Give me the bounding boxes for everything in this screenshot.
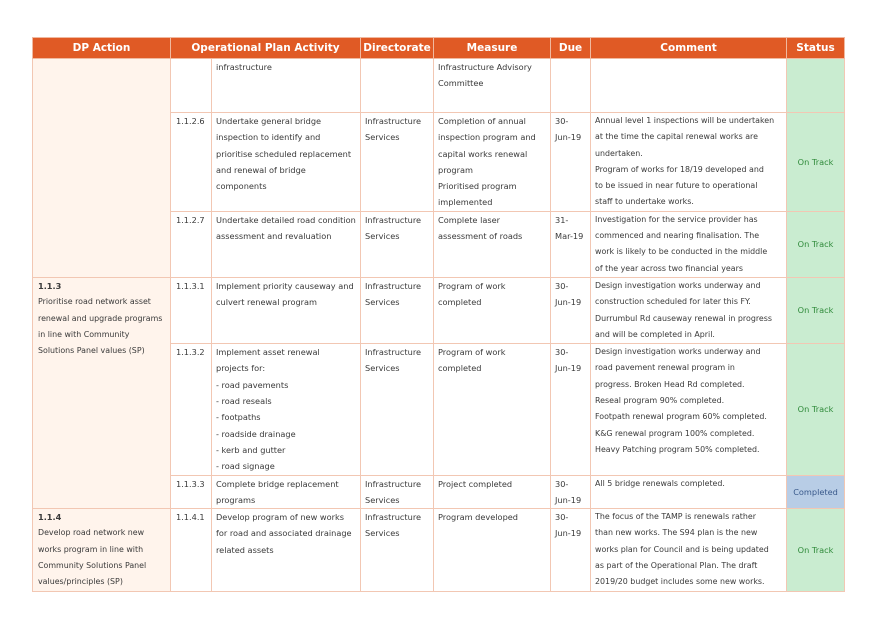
- comment-line: Heavy Patching program 50% completed.: [595, 444, 760, 454]
- comment-line: Durrumbul Rd causeway renewal in progress: [595, 313, 772, 323]
- directorate-line: Infrastructure: [365, 116, 422, 126]
- measure-line: assessment of roads: [438, 231, 523, 242]
- measure: [434, 211, 551, 277]
- activity-text: [212, 475, 361, 509]
- activity-line: - road signage: [216, 461, 275, 472]
- measure: [434, 113, 551, 212]
- activity-line: Develop program of new works: [216, 512, 344, 523]
- directorate: [361, 475, 434, 509]
- measure-line: completed: [438, 297, 482, 308]
- comment-line: of the year across two financial years: [595, 263, 743, 273]
- comment-line: Investigation for the service provider has: [595, 214, 758, 224]
- comment-line: K&G renewal program 100% completed.: [595, 428, 755, 438]
- header-status: Status: [787, 38, 845, 59]
- activity-code: 1.1.3.1: [171, 277, 212, 343]
- dp-action-title-line: renewal and upgrade programs: [38, 313, 163, 323]
- directorate-line: Infrastructure: [365, 280, 422, 291]
- directorate: [361, 344, 434, 475]
- due-line: Jun-19: [555, 363, 582, 374]
- header-dp-action: DP Action: [33, 38, 171, 59]
- status-badge: [787, 59, 845, 113]
- measure: [434, 277, 551, 343]
- activity-line: culvert renewal program: [216, 297, 318, 308]
- due-line: Jun-19: [555, 132, 582, 143]
- activity-line: and renewal of bridge: [216, 164, 306, 175]
- dp-action-title-line: in line with Community: [38, 329, 130, 339]
- directorate-line: Infrastructure: [365, 512, 422, 523]
- dp-action-cell-continued: [33, 59, 171, 278]
- activity-text: [212, 113, 361, 212]
- measure: [434, 59, 551, 113]
- comment: [591, 211, 787, 277]
- header-measure: Measure: [434, 38, 551, 59]
- activity-line: - roadside drainage: [216, 428, 296, 439]
- activity-line: for road and associated drainage: [216, 528, 352, 539]
- measure-line: Program of work: [438, 280, 506, 291]
- due-line: 30-: [555, 512, 569, 523]
- due-date: [551, 59, 591, 113]
- due-line: Jun-19: [555, 297, 582, 308]
- comment: [591, 475, 787, 509]
- comment-line: Program of works for 18/19 developed and: [595, 164, 764, 174]
- activity-text: [212, 277, 361, 343]
- comment-line: Reseal program 90% completed.: [595, 396, 725, 406]
- dp-action-title-line: Develop road network new: [38, 528, 145, 538]
- status-badge: On Track: [787, 113, 845, 212]
- comment-line: undertaken.: [595, 148, 643, 158]
- directorate: [361, 59, 434, 113]
- due-date: [551, 211, 591, 277]
- measure-line: Program developed: [438, 512, 518, 523]
- activity-code: 1.1.4.1: [171, 509, 212, 592]
- header-directorate: Directorate: [361, 38, 434, 59]
- activity-text: [212, 344, 361, 475]
- measure-line: completed: [438, 363, 482, 374]
- directorate: [361, 113, 434, 212]
- header-activity: Operational Plan Activity: [171, 38, 361, 59]
- comment-line: Footpath renewal program 60% completed.: [595, 412, 767, 422]
- status-badge: On Track: [787, 344, 845, 475]
- directorate-line: Services: [365, 528, 400, 539]
- comment: [591, 59, 787, 113]
- activity-line: prioritise scheduled replacement: [216, 148, 352, 159]
- due-line: 30-: [555, 116, 569, 126]
- comment-line: 2019/20 budget includes some new works.: [595, 577, 765, 587]
- measure-line: Committee: [438, 78, 484, 89]
- due-date: [551, 113, 591, 212]
- comment-line: works plan for Council and is being updated: [595, 544, 769, 554]
- due-date: [551, 344, 591, 475]
- due-date: [551, 475, 591, 509]
- status-badge: Completed: [787, 475, 845, 509]
- activity-line: - road reseals: [216, 396, 272, 407]
- directorate-line: Infrastructure: [365, 478, 422, 489]
- comment-line: than new works. The S94 plan is the new: [595, 528, 758, 538]
- measure-line: implemented: [438, 197, 493, 208]
- comment-line: as part of the Operational Plan. The draft: [595, 561, 758, 571]
- directorate-line: Services: [365, 494, 400, 505]
- activity-code: 1.1.3.2: [171, 344, 212, 475]
- table-row: [33, 277, 845, 343]
- dp-action-title-line: Solutions Panel values (SP): [38, 346, 145, 356]
- dp-action-cell: [33, 277, 171, 508]
- activity-line: Implement asset renewal: [216, 347, 320, 358]
- measure-line: Complete laser: [438, 214, 501, 225]
- activity-line: assessment and revaluation: [216, 231, 332, 242]
- comment-line: work is likely to be conducted in the middle: [595, 247, 768, 257]
- directorate: [361, 211, 434, 277]
- measure: [434, 475, 551, 509]
- comment-line: commenced and nearing finalisation. The: [595, 231, 760, 241]
- activity-line: - footpaths: [216, 412, 261, 423]
- activity-line: programs: [216, 494, 256, 505]
- comment-line: Design investigation works underway and: [595, 347, 761, 357]
- comment-line: to be issued in near future to operational: [595, 181, 758, 191]
- due-date: [551, 277, 591, 343]
- activity-line: projects for:: [216, 363, 266, 374]
- comment: [591, 509, 787, 592]
- measure-line: capital works renewal: [438, 148, 528, 159]
- activity-text: [212, 509, 361, 592]
- directorate-line: Services: [365, 297, 400, 308]
- activity-line: Implement priority causeway and: [216, 280, 354, 291]
- comment: [591, 113, 787, 212]
- directorate-line: Infrastructure: [365, 347, 422, 358]
- activity-line: - kerb and gutter: [216, 444, 286, 455]
- comment-line: Design investigation works underway and: [595, 280, 761, 290]
- comment-line: construction scheduled for later this FY.: [595, 297, 751, 307]
- activity-line: Undertake detailed road condition: [216, 214, 356, 225]
- measure-line: Completion of annual: [438, 116, 526, 126]
- status-badge: On Track: [787, 211, 845, 277]
- measure-line: Program of work: [438, 347, 506, 358]
- due-line: 30-: [555, 347, 569, 358]
- comment: [591, 277, 787, 343]
- due-line: 30-: [555, 280, 569, 291]
- status-badge: On Track: [787, 277, 845, 343]
- measure-line: program: [438, 164, 473, 175]
- measure-line: Project completed: [438, 478, 513, 489]
- comment-line: road pavement renewal program in: [595, 363, 735, 373]
- status-badge: On Track: [787, 509, 845, 592]
- directorate-line: Services: [365, 363, 400, 374]
- header-due: Due: [551, 38, 591, 59]
- header-comment: Comment: [591, 38, 787, 59]
- due-line: Mar-19: [555, 231, 584, 242]
- due-line: 30-: [555, 478, 569, 489]
- comment-line: Annual level 1 inspections will be undertaken: [595, 116, 775, 125]
- directorate: [361, 277, 434, 343]
- dp-action-title-line: values/principles (SP): [38, 577, 123, 587]
- dp-action-cell: [33, 509, 171, 592]
- measure-line: Infrastructure Advisory: [438, 62, 532, 72]
- dp-action-code: 1.1.3: [38, 280, 62, 291]
- due-line: 31-: [555, 214, 569, 225]
- due-line: Jun-19: [555, 528, 582, 539]
- measure: [434, 509, 551, 592]
- activity-line: inspection to identify and: [216, 132, 321, 143]
- directorate-line: Services: [365, 132, 400, 143]
- operational-plan-table: [32, 37, 845, 592]
- activity-line: infrastructure: [216, 62, 272, 72]
- directorate-line: Infrastructure: [365, 214, 422, 225]
- activity-text: [212, 59, 361, 113]
- comment-line: and will be completed in April.: [595, 329, 715, 339]
- comment-line: progress. Broken Head Rd completed.: [595, 379, 745, 389]
- dp-action-title-line: Community Solutions Panel: [38, 561, 147, 571]
- dp-action-code: 1.1.4: [38, 512, 62, 523]
- directorate-line: Services: [365, 231, 400, 242]
- activity-line: Undertake general bridge: [216, 116, 322, 126]
- table-row: [33, 509, 845, 592]
- measure-line: Prioritised program: [438, 181, 517, 192]
- activity-code: 1.1.3.3: [171, 475, 212, 509]
- table-row: [33, 59, 845, 113]
- due-date: [551, 509, 591, 592]
- comment-line: at the time the capital renewal works are: [595, 132, 758, 142]
- measure-line: inspection program and: [438, 132, 536, 143]
- activity-line: related assets: [216, 544, 274, 555]
- table-header-row: [33, 38, 845, 59]
- activity-code: [171, 59, 212, 113]
- directorate: [361, 509, 434, 592]
- activity-line: components: [216, 181, 267, 192]
- activity-code: 1.1.2.7: [171, 211, 212, 277]
- comment: [591, 344, 787, 475]
- due-line: Jun-19: [555, 494, 582, 505]
- dp-action-title-line: works program in line with: [38, 544, 144, 554]
- dp-action-title-line: Prioritise road network asset: [38, 297, 151, 307]
- activity-code: 1.1.2.6: [171, 113, 212, 212]
- comment-line: All 5 bridge renewals completed.: [595, 478, 725, 488]
- activity-line: - road pavements: [216, 379, 289, 390]
- activity-line: Complete bridge replacement: [216, 478, 339, 489]
- comment-line: The focus of the TAMP is renewals rather: [595, 512, 756, 522]
- activity-text: [212, 211, 361, 277]
- comment-line: staff to undertake works.: [595, 197, 694, 207]
- measure: [434, 344, 551, 475]
